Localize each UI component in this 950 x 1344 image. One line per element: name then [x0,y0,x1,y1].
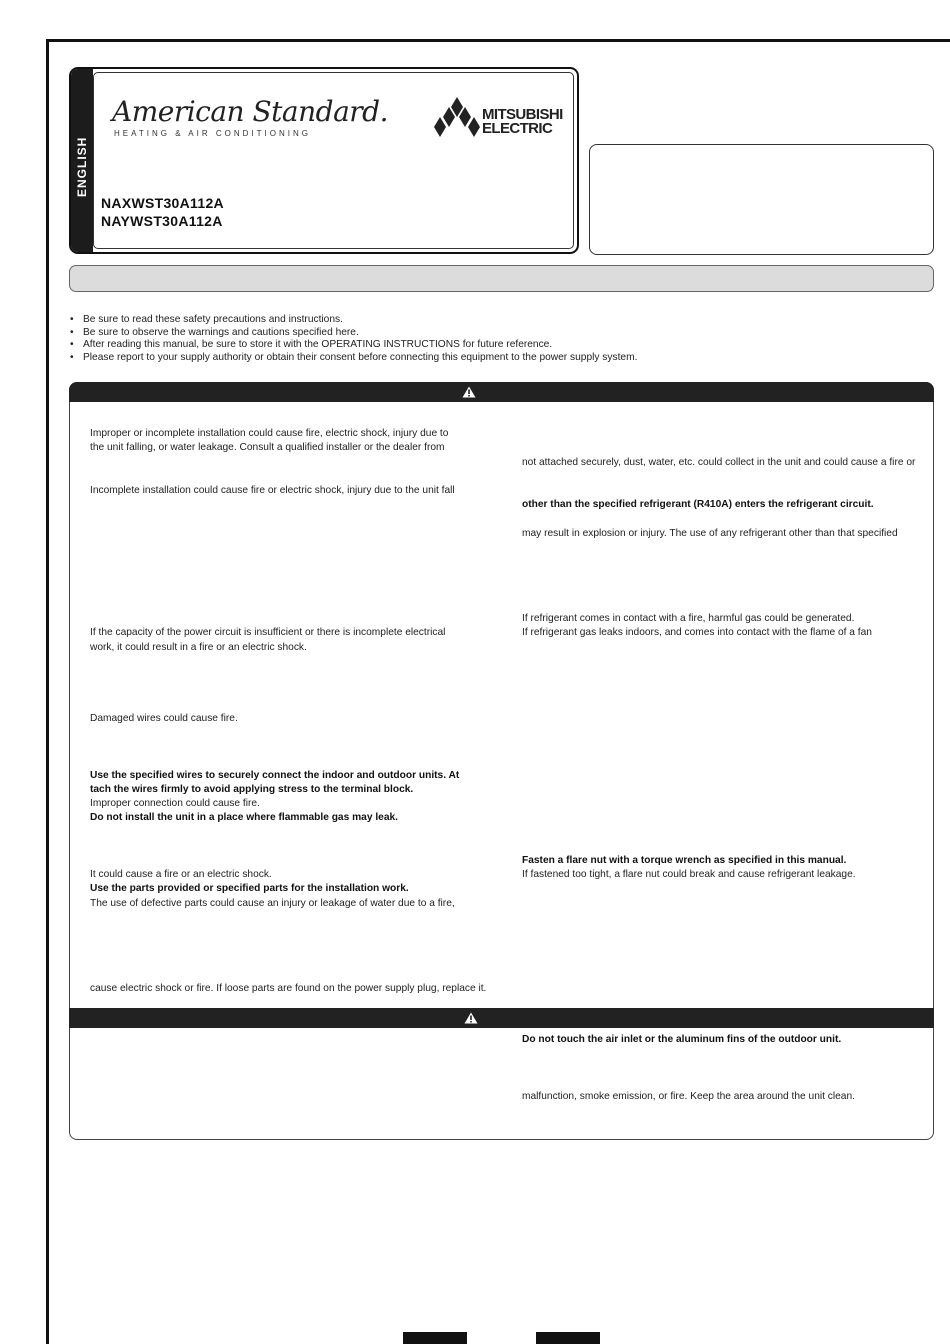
model-number-2: NAYWST30A112A [101,213,223,229]
language-label: ENGLISH [75,136,89,197]
warning-text: Incomplete installation could cause fire or electric shock, injury due to the unit fall [90,485,455,496]
warning-text: may result in explosion or injury. The use of any refrigerant other than that specified [522,528,898,539]
caution-header-bar [69,1008,934,1028]
model-number-1: NAXWST30A112A [101,195,224,211]
mitsubishi-word: MITSUBISHI [482,106,563,123]
warning-text: It could cause a fire or an electric shock. [90,869,272,880]
caution-triangle-icon [464,1012,478,1024]
warning-text: Damaged wires could cause fire. [90,713,238,724]
warning-text: If refrigerant gas leaks indoors, and comes into contact with the flame of a fan [522,627,872,638]
american-standard-logo: American Standard. [112,95,388,128]
american-standard-tagline: HEATING & AIR CONDITIONING [114,129,311,138]
electric-word: ELECTRIC [482,120,553,137]
warning-text: If the capacity of the power circuit is insufficient or there is incomplete electrical [90,627,446,638]
warning-heading: Use the parts provided or specified parts for the installation work. [90,883,409,894]
page-frame-left [46,39,49,1344]
caution-heading: Do not touch the air inlet or the aluminum fins of the outdoor unit. [522,1034,842,1045]
warning-text: The use of defective parts could cause an injury or leakage of water due to a fire, [90,898,455,909]
warning-triangle-icon [462,386,476,398]
warning-text: Improper connection could cause fire. [90,798,260,809]
mitsubishi-electric-logo [482,108,563,136]
warning-heading: Fasten a flare nut with a torque wrench as specified in this manual. [522,855,847,866]
list-item: • After reading this manual, be sure to store it with the OPERATING INSTRUCTIONS for future reference. [70,339,637,352]
warning-heading: tach the wires firmly to avoid applying stress to the terminal block. [90,784,414,795]
side-info-box [589,144,934,255]
warning-heading: Do not install the unit in a place where flammable gas may leak. [90,812,398,823]
warning-header-bar [69,382,934,402]
caution-text: malfunction, smoke emission, or fire. Keep the area around the unit clean. [522,1091,855,1102]
bottom-tab-mark [536,1332,600,1344]
page-frame-top [46,39,950,42]
warning-text: cause electric shock or fire. If loose parts are found on the power supply plug, replace it. [90,983,487,994]
mitsubishi-diamonds-icon [434,97,480,137]
bottom-tab-mark [403,1332,467,1344]
warning-text: not attached securely, dust, water, etc. could collect in the unit and could cause a fire or [522,457,916,468]
warning-text: work, it could result in a fire or an electric shock. [90,642,307,653]
language-tab [71,69,93,252]
warning-text: If fastened too tight, a flare nut could break and cause refrigerant leakage. [522,869,856,880]
section-title-bar [69,265,934,292]
list-item: • Be sure to observe the warnings and cautions specified here. [70,327,637,340]
warning-text: If refrigerant comes in contact with a fire, harmful gas could be generated. [522,613,855,624]
list-item: • Be sure to read these safety precautions and instructions. [70,314,637,327]
list-item: • Please report to your supply authority or obtain their consent before connecting this equipment to the power supply system. [70,352,637,365]
warning-text: Improper or incomplete installation could cause fire, electric shock, injury due to [90,428,449,439]
warning-text: the unit falling, or water leakage. Consult a qualified installer or the dealer from [90,442,445,453]
warning-heading: other than the specified refrigerant (R410A) enters the refrigerant circuit. [522,499,874,510]
intro-bullet-list [70,314,637,364]
warning-heading: Use the specified wires to securely connect the indoor and outdoor units. At [90,770,460,781]
